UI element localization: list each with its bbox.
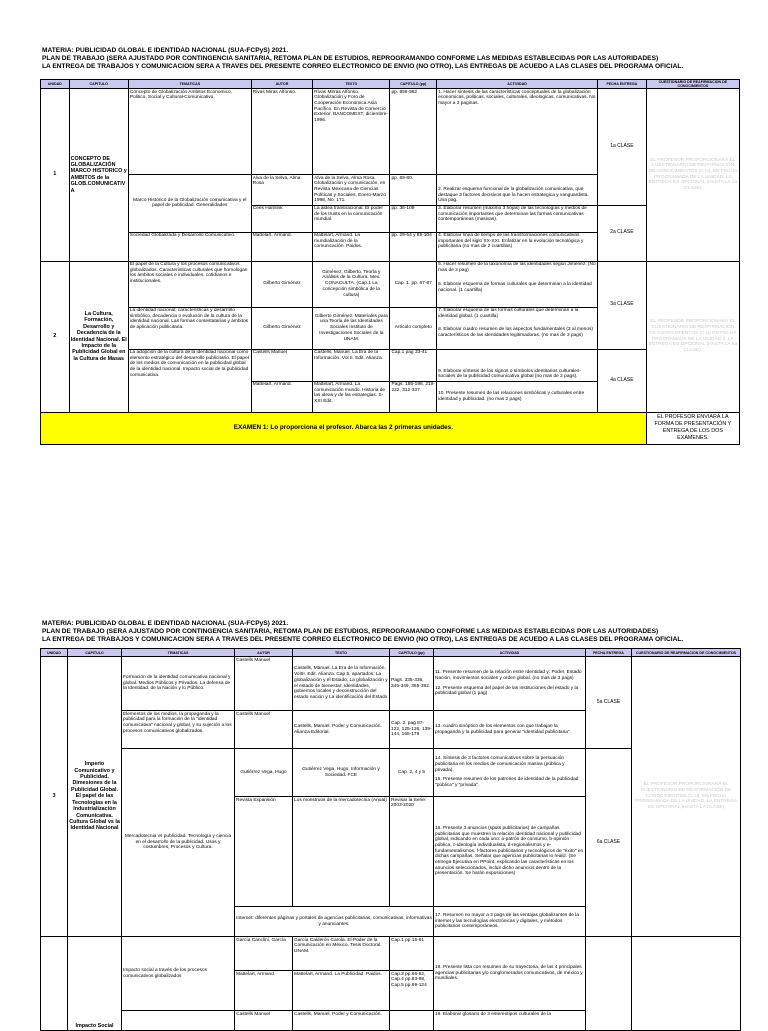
col-tematicas: TEMATICAS — [128, 80, 251, 89]
texto-cell: Castells, Manuel. La Era de la Información. VolIII. Edit. Alianza. Cap 5. apartados: La globalización y el Estado; La globalización y el estado de bienestar; Identidades, gobiernos locales y deconstrucción del estado nación y La identificación del Estado — [293, 657, 390, 711]
col-capitulo-pp: CAPITULO (pp) — [390, 80, 437, 89]
texto-cell: Mattelart, Armand. La mundialización de la comunicación. Paidos. — [313, 232, 390, 261]
tematica-cell: Concepto de Globalización Ambitos Economico, Politico, Social y Cultural-Comunicativo. — [128, 89, 251, 175]
autor-cell: Rivas Miras Alfonso. — [251, 89, 312, 175]
unit-title: La Cultura, Formación, Desarrollo y Decadencia de la Identidad Nacional. El Impacto de la Publicidad Global en la Cultura de Masas — [69, 261, 128, 412]
autor-cell: Mattelart, Armand. — [251, 381, 312, 412]
texto-cell: Alva de la Selva, Alma Rosa. Globalización y comunicación, en Revista Mexicana de Ciencias Políticas y Sociales, Enero-Marzo 1998, No. 171. — [313, 175, 390, 206]
tematica-cell: El papel de la Cultura y los procesos comunicativos globalizados. Características culturales que homologan los ámbitos sociales e individuales, cotidianos e institucionales. — [128, 261, 251, 307]
pp-cell: pp. 36-109 — [390, 205, 437, 232]
pp-cell: Pags. 185-196, 219-222, 312-337. — [390, 381, 437, 412]
fecha-cell: 4a CLASE — [598, 349, 647, 412]
fecha-cell: 2a CLASE — [598, 205, 647, 261]
autor-cell: Mattelart, Armand. — [251, 232, 312, 261]
exam-banner: EXAMEN 1: Lo proporciona el profesor. Abarca las 2 primeras unidades. — [41, 412, 647, 444]
texto-cell: Los monstruos de la mercadotecnia (Anual) — [293, 797, 390, 907]
exam-note: EL PROFESOR ENVIARÁ LA FORMA DE PRESENTACIÓN Y ENTREGA DE LOS DOS EXAMENES. — [646, 412, 739, 444]
pp-cell: Pags. 335-336, 345-349, 365-392. — [390, 657, 434, 711]
col-unidad: UNIDAD — [41, 80, 70, 89]
unit-number — [41, 937, 68, 1031]
pp-cell: Revisar la Serie: 2003-2020 — [390, 797, 434, 907]
col-cuestionario: CUESTIONARIO DE REAFIRMACION DE CONOCIMIENTOS — [632, 649, 741, 657]
page-header — [42, 620, 762, 644]
actividad-item: 8. Elaborar cuadro resumen de los aspectos fundamentales (3 al menos) característicos de las identidades legitimadoras. (no mas de 3 pags) — [438, 327, 593, 339]
unit-number: 2 — [41, 261, 70, 412]
pp-cell: Cap.1 pp.15-61 — [390, 937, 434, 971]
col-fecha-entrega: FECHA ENTREGA — [586, 649, 632, 657]
pp-cell: Cap.1 pag 33-41 — [390, 349, 437, 381]
fecha-cell: 5a CLASE — [586, 657, 632, 749]
col-capitulo: CAPITULO — [69, 80, 128, 89]
col-autor: AUTOR — [251, 80, 312, 89]
pp-cell: pp. 69-80. — [390, 175, 437, 206]
actividad-item: 14. Síntesis de 3 factores comunicativos sobre la persuación publicitaria en los medios de comunicación masiva (pública y privada). — [435, 756, 565, 773]
autor-cell: Mattelart, Armand. — [235, 971, 293, 1011]
actividad-cell: 10. Presente resumen de las relaciones simbólicas y culturales entre identidad y publicidad. (no mas 2 pags) — [437, 381, 598, 412]
pp-cell: Cap.3 pp.65-82, Cap.4 pp.83-98, Cap.5 pp.99-124 — [390, 971, 434, 1011]
pp-cell: Cap. 1. pp. 67-87 — [390, 261, 437, 307]
tematica-cell: Elementos de los medios, la propaganda y la publicidad para la formación de la "identidad comunicativa" nacional y global, y su sujeción a los procesos comunicativos globalizados. — [122, 711, 235, 749]
actividad-cell: 4. Elaborar linea de tiempo de las transformaciones comunicativas importantes del siglo XX-XXI. Enfatizar en la evolución tecnológica y publicitaria (no mas de 2 cuartillas) — [437, 232, 598, 261]
table-header-row — [41, 649, 741, 657]
tematica-cell: Sociedad Globalizada y Desarrollo Comunicativo. — [128, 232, 251, 261]
autor-cell: Cees Hamlink — [251, 205, 312, 232]
col-texto: TEXTO — [293, 649, 390, 657]
pp-cell: Cap. 2, 4 y 5 — [390, 749, 434, 797]
autor-cell: Castells Manuel — [251, 349, 312, 381]
autor-cell: García Canclini, García — [235, 937, 293, 971]
header-line-subject: MATERIA: PUBLICIDAD GLOBAL E IDENTIDAD NACIONAL (SUA-FCPyS) 2021. — [42, 47, 289, 54]
col-autor: AUTOR — [235, 649, 293, 657]
autor-cell: Gilberto Giménez — [251, 307, 312, 349]
header-line-delivery: LA ENTREGA DE TRABAJOS Y COMUNICACION SERA A TRAVES DEL PRESENTE CORREO ELECTRONICO DE ENVIO (NO OTRO), LAS ENTREGAS DE ACUEDO A LAS CLASES DEL PROGRAMA OFICIAL. — [42, 636, 684, 643]
pp-cell: Artículo completo — [390, 307, 437, 349]
table-row — [41, 937, 741, 971]
work-plan-table-2 — [40, 648, 741, 1031]
actividad-item: 11. Presente resumen de la relación entre Identidad y: Poder, Estado Nación, movimientos sociales y orden global. (no mas de 3 pags) — [435, 670, 582, 681]
actividad-cell: 18. Presente lista con resumen de su trayectoria, de las 4 principales agencias publicitarias y/o conglomerados comunicativos, de méxico y mundiales. — [434, 937, 586, 1011]
autor-cell: Gilberto Giménez — [251, 261, 312, 307]
actividad-item: 6. Elaborar esquema de formas culturales que determinan a la identidad nacional. (1 cuartilla) — [438, 282, 592, 294]
header-line-subject: MATERIA: PUBLICIDAD GLOBAL E IDENTIDAD NACIONAL (SUA-FCPyS) 2021. — [42, 620, 289, 627]
actividad-cell: 3. Elaborar resumen (máximo 3 hojas) de las tecnologías y medios de comunicación importantes que determinan las formas comunicativas contemporáneas (masivas). — [437, 205, 598, 232]
cuestionario-cell: EL PROFESOR PROPORCIONARÁ EL CUESTIONARIO DE REAFIRMACIÓN DE CONOCIMIENTOS (C.U) EN FECHA PROGRAMADA DE LA UNIDAD 2. LA ENTREGA ES OPCIONAL (HASTA LA 5a CLASE). — [646, 261, 739, 412]
actividad-cell — [434, 657, 586, 711]
header-line-plan: PLAN DE TRABAJO (SERA AJUSTADO POR CONTINGENCIA SANITARIA, RETOMA PLAN DE ESTUDIOS, REPROGRAMANDO CONFORME LAS MEDIDAS ESTABLECIDAS POR LAS AUTORIDADES) — [42, 55, 659, 62]
col-capitulo: CAPITULO — [68, 649, 122, 657]
tematica-cell: Formación de la identidad comunicativa nacional y global. Medios Públicos y Privados. La defensa de la Identidad, de la Nación y lo Público. — [122, 657, 235, 711]
texto-cell: Castells, Manuel. Poder y Comunicación. — [293, 1011, 390, 1031]
unit-number: 1 — [41, 89, 70, 262]
tematica-cell: Impacto social a través de los procesos comunicativos globalizados — [122, 937, 235, 1011]
actividad-cell: 2. Realizar esquema funcional de la globalización comunicativa, que destaque 3 factores decisivos que la hacen estrategica y vanguardista. Una pag. — [437, 175, 598, 206]
texto-cell: García Calderón Carola. El Poder de la Comunicación en México. Tesis Doctoral. UNAM. — [293, 937, 390, 971]
autor-cell: Castells Manuel — [235, 711, 293, 749]
fecha-cell: 3a CLASE — [598, 261, 647, 349]
texto-cell: Gutiérrez Vega, Hugo. Información y Sociedad. FCE — [293, 749, 390, 797]
col-unidad: UNIDAD — [41, 649, 68, 657]
pp-cell: Cap. 2. pag 87-122, 125-136, 139-144, 165-178 — [390, 711, 434, 749]
tematica-cell — [122, 1011, 235, 1031]
texto-cell: Castells, Manuel. Poder y Comunicación. Alianza Editorial. — [293, 711, 390, 749]
tematica-cell: Marco Histórico de la Globalización comunicativa y el papel de publicidad. Generalidades — [128, 175, 251, 233]
col-tematicas: TEMATICAS — [122, 649, 235, 657]
cuestionario-cell: EL PROFESOR PROPORCIONARÁ EL CUESTIONARIO DE REAFIRMACIÓN DE CONOCIMIENTOS (C.U), EN FECHA PROGRAMADA DE LA UNIDAD. LA ENTREGA ES OPCIONAL (HASTA LA 2a CLASE) — [646, 89, 739, 262]
unit-title: Imperio Comunicativo y Publicidad. Dimesiones de la Publicidad Global. El papel de las Tecnologías en la Industrialización Comunicativa. Cultura Global vs la Identidad Nacional — [68, 657, 122, 937]
col-fecha-entrega: FECHA ENTREGA — [598, 80, 647, 89]
pp-cell: pp. 29-54 y 65-104 — [390, 232, 437, 261]
col-texto: TEXTO — [313, 80, 390, 89]
fecha-cell — [586, 937, 632, 1031]
autor-cell: Gutiérrez Vega, Hugo — [235, 749, 293, 797]
header-line-plan: PLAN DE TRABAJO (SERA AJUSTADO POR CONTINGENCIA SANITARIA, RETOMA PLAN DE ESTUDIOS, REPROGRAMANDO CONFORME LAS MEDIDAS ESTABLECIDAS POR LAS AUTORIDADES) — [42, 628, 659, 635]
cuestionario-cell — [632, 937, 741, 1031]
texto-cell: Mattelart, Armand. La Publicidad. Paidos. — [293, 971, 390, 1011]
texto-cell: Gilberto Giménez. Materiales para una Teoría de las Identidades Sociales Instituto de Investigaciones Sociales de la UNAM. — [313, 307, 390, 349]
pp-cell — [390, 1011, 434, 1031]
header-line-delivery: LA ENTREGA DE TRABAJOS Y COMUNICACION SERA A TRAVES DEL PRESENTE CORREO ELECTRONICO DE ENVIO (NO OTRO), LAS ENTREGAS DE ACUEDO A LAS CLASES DEL PROGRAMA OFICIAL. — [42, 63, 684, 70]
table-row — [41, 657, 741, 711]
col-actividad: ACTIVIDAD — [434, 649, 586, 657]
fecha-cell: 6a CLASE — [586, 749, 632, 937]
col-cuestionario: CUESTIONARIO DE REAFIRMACION DE CONOCIMIENTOS — [646, 80, 739, 89]
actividad-item: 15. Presente resumen de los patrones de identidad de la publicidad "pública" y "privada". — [435, 777, 579, 789]
unit-title: CONCEPTO DE GLOBALIZACIÓN MARCO HISTORICO y AMBITOS de la GLOB.COMUNICATIVA — [69, 89, 128, 262]
actividad-item: 12. Presente esquema del papel de las instituciones del estado y la publicidad global (1 pag) — [435, 685, 579, 697]
unit-number: 3 — [41, 657, 68, 937]
actividad-cell: 16. Presente 3 anuncios (spots publicitarios) de campañas publicitarias que muestren la relación identidad nacional y publicidad global, indicando en cada uno: a-patrón de consumo, b-opinión pública, c-ideología individualista, d-regionalismos y e-fundamentalismos. f-factores publicitarios y tecnológicos de "éxito" en dichas campañas. Señalar que agencias publicitarias lo realiz. (Se entrega Ejecutiva en PPoint, explicando las características en los anuncios seleccionados, incluir dicho anuncios dentro de la presentación. Se harán exposiciones) — [434, 797, 586, 907]
tematica-cell: Mercadotecnia vs publicidad. Tecnología y ciencia en el desarrollo de la publicidad. Usos y costumbres, Procesos y Cultura. — [122, 749, 235, 937]
col-capitulo-pp: CAPITULO (pp) — [390, 649, 434, 657]
actividad-item: 5. Hacer resumen de la taxonomía de las identidades según Jiménez. (No mas de 3 pag) — [438, 262, 596, 273]
tematica-cell: La identidad nacional; características y desarrollo simbólico, decadencia o evolución de la cultura de la identidad nacional. Las formas contestatarias y ámbitos de aplicación publicitaria. — [128, 307, 251, 349]
autor-cell: Revista Expansión — [235, 797, 293, 907]
texto-cell: Rivas Mirras Alfonso. Globalización y Foro de Cooperación Económica Asia Pacífico. En Revista de Comercio Exterior, BANCOMEXT, diciembre-1996. — [313, 89, 390, 175]
texto-cell: Mattelart, Armand. La comunicación mundo. Historia de las ideas y de las estrategias. S-XXI Edit. — [313, 381, 390, 412]
texto-cell: Giménez, Gilberto. Teoría y Análisis de la Cultura. Mex. CONACULTA. (Cap.1 La concepción simbólica de la cultura) — [313, 261, 390, 307]
actividad-cell: 13. cuadro sinóptico de los elementos con que trabajan la propaganda y la publicidad para generar "identidad publicitaria". — [434, 711, 586, 749]
autor-cell: Alva de la Selva, Alma Rosa — [251, 175, 312, 206]
texto-cell: Castells, Manuel. La Era de la Información. Vol II. Edit. Alianza. — [313, 349, 390, 381]
autor-cell: Castells Manuel — [235, 657, 293, 711]
texto-cell: La aldea transnacional. El poder de los trusts en la comunicación mundial. — [313, 205, 390, 232]
actividad-cell: 1. Hacer síntesis de las características conceptuales de la globalización economicas, politicas, sociales, culturales, ideologicas, comunicativas. No mayor a 3 paginas. — [437, 89, 598, 175]
actividad-cell: 9. Elaborar síntesis de los signos o símbolos identitarios culturales-sociales de la publicidad comunicativa global (no mas de 2 pags). — [437, 349, 598, 381]
texto-cell: Internet: diferentes páginas y portales de agencias publicitarias, comunicativas, informativas y anunciantes. — [235, 907, 434, 937]
pp-cell: pp. 956-962 — [390, 89, 437, 175]
actividad-item: 7. Elaborar esquema de las formas culturales que determinan a la identidad global. (1 cuartilla) — [438, 308, 579, 319]
tematica-cell: La adopción de la cultura de la identidad nacional como elemento estratégico del desarrollo publicitario. El papel de los medios de comunicación en la publicidad global de la identidad nacional. Impacto social de la publicidad comunicativa. — [128, 349, 251, 412]
unit-title: Impacto Social — [68, 937, 122, 1031]
actividad-cell: 19. Elaborar glosario de 3 estereotipos culturales de la — [434, 1011, 586, 1031]
actividad-cell: 17. Resumen no mayor a 2 pags de las ventajas globalizantes de la internet y las tecnologías electrónicas y digitales, y métodos publicitarios contemporáneos. — [434, 907, 586, 937]
autor-cell: Castells Manuel — [235, 1011, 293, 1031]
fecha-cell: 1a CLASE — [598, 89, 647, 206]
col-actividad: ACTIVIDAD — [437, 80, 598, 89]
cuestionario-cell: EL PROFESOR PROPORCIONARÁ EL CUESTIONARIO DE REAFIRMACIÓN DE CONOCIMIENTOS (C.U), EN FECHA PROGRAMADA DE LA UNIDAD. LA ENTREGA ES OPCIONAL (HASTA LA CLASE) — [632, 657, 741, 937]
actividad-cell — [434, 749, 586, 797]
